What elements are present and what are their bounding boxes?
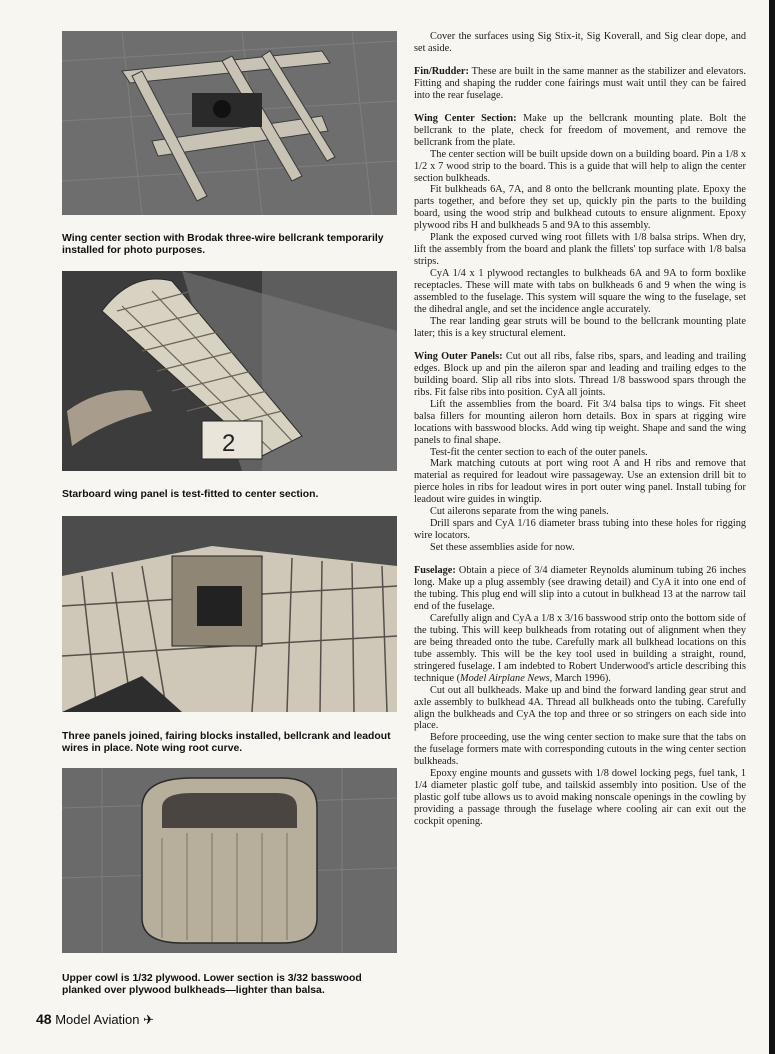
paragraph: Cut ailerons separate from the wing panels. [430, 506, 609, 518]
photo-wing-center-section [62, 31, 397, 215]
caption-2: Starboard wing panel is test-fitted to center section. [62, 489, 319, 500]
caption-1: Wing center section with Brodak three-wire bellcrank temporarily installed for photo purposes. [62, 233, 384, 256]
paragraph-wing-outer: Wing Outer Panels: Cut out all ribs, false ribs, spars, and leading and trailing edges. Block up and pin the aileron spar and leading and trailing edges to the building board. Slip all ribs into slots. Thread 1/8 basswood spars through the ribs. Fit false ribs into position. CyA all joints. [414, 350, 746, 398]
paragraph: Drill spars and CyA 1/16 diameter brass tubing into these holes for rigging wire locators. [414, 518, 746, 542]
paragraph: Carefully align and CyA a 1/8 x 3/16 basswood strip onto the bottom side of the tubing. This will keep bulkheads from rotating out of alignment when they are being threaded onto the tube. Carefully mark all bulkhead locations on this tube assembly. This will be the key tool used in building a straight, round, stringered fuselage. I am indebted to Robert Underwood's article describing this technique (Model Airplane News, March 1996). [414, 612, 746, 684]
paragraph: Set these assemblies aside for now. [430, 542, 575, 554]
caption-4: Upper cowl is 1/32 plywood. Lower section is 3/32 basswood planked over plywood bulkheads—lighter than balsa. [62, 973, 362, 996]
paragraph: Epoxy engine mounts and gussets with 1/8 dowel locking pegs, fuel tank, 1 1/4 diameter plastic golf tube, and tailskid assembly into position. Use of the plastic golf tube allows us to avoid making nonscale openings in the cowling by providing a passage through the fuselage where cooling air can exit out the cockpit opening. [414, 768, 746, 828]
paragraph: Cut out all bulkheads. Make up and bind the forward landing gear strut and axle assembly to bulkhead 4A. Thread all bulkheads onto the tubing. Carefully align the bulkheads and CyA the top and three or so stringers on each side into place. [414, 684, 746, 732]
paragraph: CyA 1/4 x 1 plywood rectangles to bulkheads 6A and 9A to form boxlike receptacles. These will mate with tabs on bulkheads 6 and 9 when the wing is assembled to the fuselage. This system will square the wing to the fuselage, set the dihedral angle, and set the incidence angle accurately. [414, 268, 746, 316]
section-heading: Fuselage: [414, 565, 456, 577]
airplane-icon: ✈ [143, 1012, 155, 1027]
paragraph: The center section will be built upside down on a building board. Pin a 1/8 x 1/2 x 7 wood strip to the board. This is a guide that will help to align the center section bulkheads. [414, 148, 746, 184]
paragraph-fuselage: Fuselage: Obtain a piece of 3/4 diameter Reynolds aluminum tubing 26 inches long. Make up a plug assembly (see drawing detail) and CyA it into one end of the tubing. This plug end will slip into a cutout in bulkhead 13 at the narrow tail end of the fuselage. [414, 565, 746, 612]
paragraph-wing-center: Wing Center Section: Make up the bellcrank mounting plate. Bolt the bellcrank to the plate, check for freedom of movement, and remove the bellcrank from the plate. [414, 112, 746, 148]
section-heading: Wing Center Section: [414, 112, 517, 124]
photo-upper-cowl [62, 768, 397, 953]
paragraph-fin-rudder: Fin/Rudder: These are built in the same manner as the stabilizer and elevators. Fitting and shaping the rudder cone fairings must wait until they can be faired into the rear fuselage. [414, 65, 746, 101]
page-number: 48 [36, 1011, 52, 1027]
page-edge-shadow [769, 0, 775, 1054]
section-heading: Fin/Rudder: [414, 65, 469, 77]
paragraph: Plank the exposed curved wing root fillets with 1/8 balsa strips. When dry, lift the assembly from the board and plank the fillets' top surface with 1/8 balsa strips. [414, 232, 746, 268]
paragraph: Cover the surfaces using Sig Stix-it, Sig Koverall, and Sig clear dope, and set aside. [414, 31, 746, 54]
page-footer [36, 1011, 154, 1028]
paragraph: Test-fit the center section to each of the outer panels. [430, 446, 648, 458]
caption-3: Three panels joined, fairing blocks installed, bellcrank and leadout wires in place. Note wing root curve. [62, 731, 391, 754]
svg-text:2: 2 [222, 430, 236, 457]
photo-three-panels-joined [62, 516, 397, 712]
paragraph: Before proceeding, use the wing center section to make sure that the tabs on the fuselage formers mate with corresponding cutouts in the wing center section bulkheads. [414, 732, 746, 768]
paragraph: The rear landing gear struts will be bound to the bellcrank mounting plate later; this is a key structural element. [414, 315, 746, 339]
photo-starboard-wing-panel [62, 271, 397, 471]
magazine-name: Model Aviation [55, 1012, 140, 1027]
paragraph: Fit bulkheads 6A, 7A, and 8 onto the bellcrank mounting plate. Epoxy the parts together, and before they set up, quickly pin the parts to the building board, using the wood strip and bulkhead cutouts to ensure alignment. Epoxy plywood ribs H and bulkheads 5 and 9A to this assembly. [414, 184, 746, 232]
section-heading: Wing Outer Panels: [414, 350, 503, 362]
paragraph: Mark matching cutouts at port wing root A and H ribs and remove that material as required for leadout wire passageway. Use an extension drill bit to pierce holes in ribs for leadout wires in port outer wing panel. Install tubing for leadout wire guides in wingtip. [414, 458, 746, 506]
paragraph: Lift the assemblies from the board. Fit 3/4 balsa tips to wings. Fit sheet balsa fillers for mounting aileron horn details. Box in spars at rigging wire locations with basswood blocks. Add wing tip weight. Shape and sand the wing panels to final shape. [414, 398, 746, 446]
article-body [414, 31, 746, 828]
